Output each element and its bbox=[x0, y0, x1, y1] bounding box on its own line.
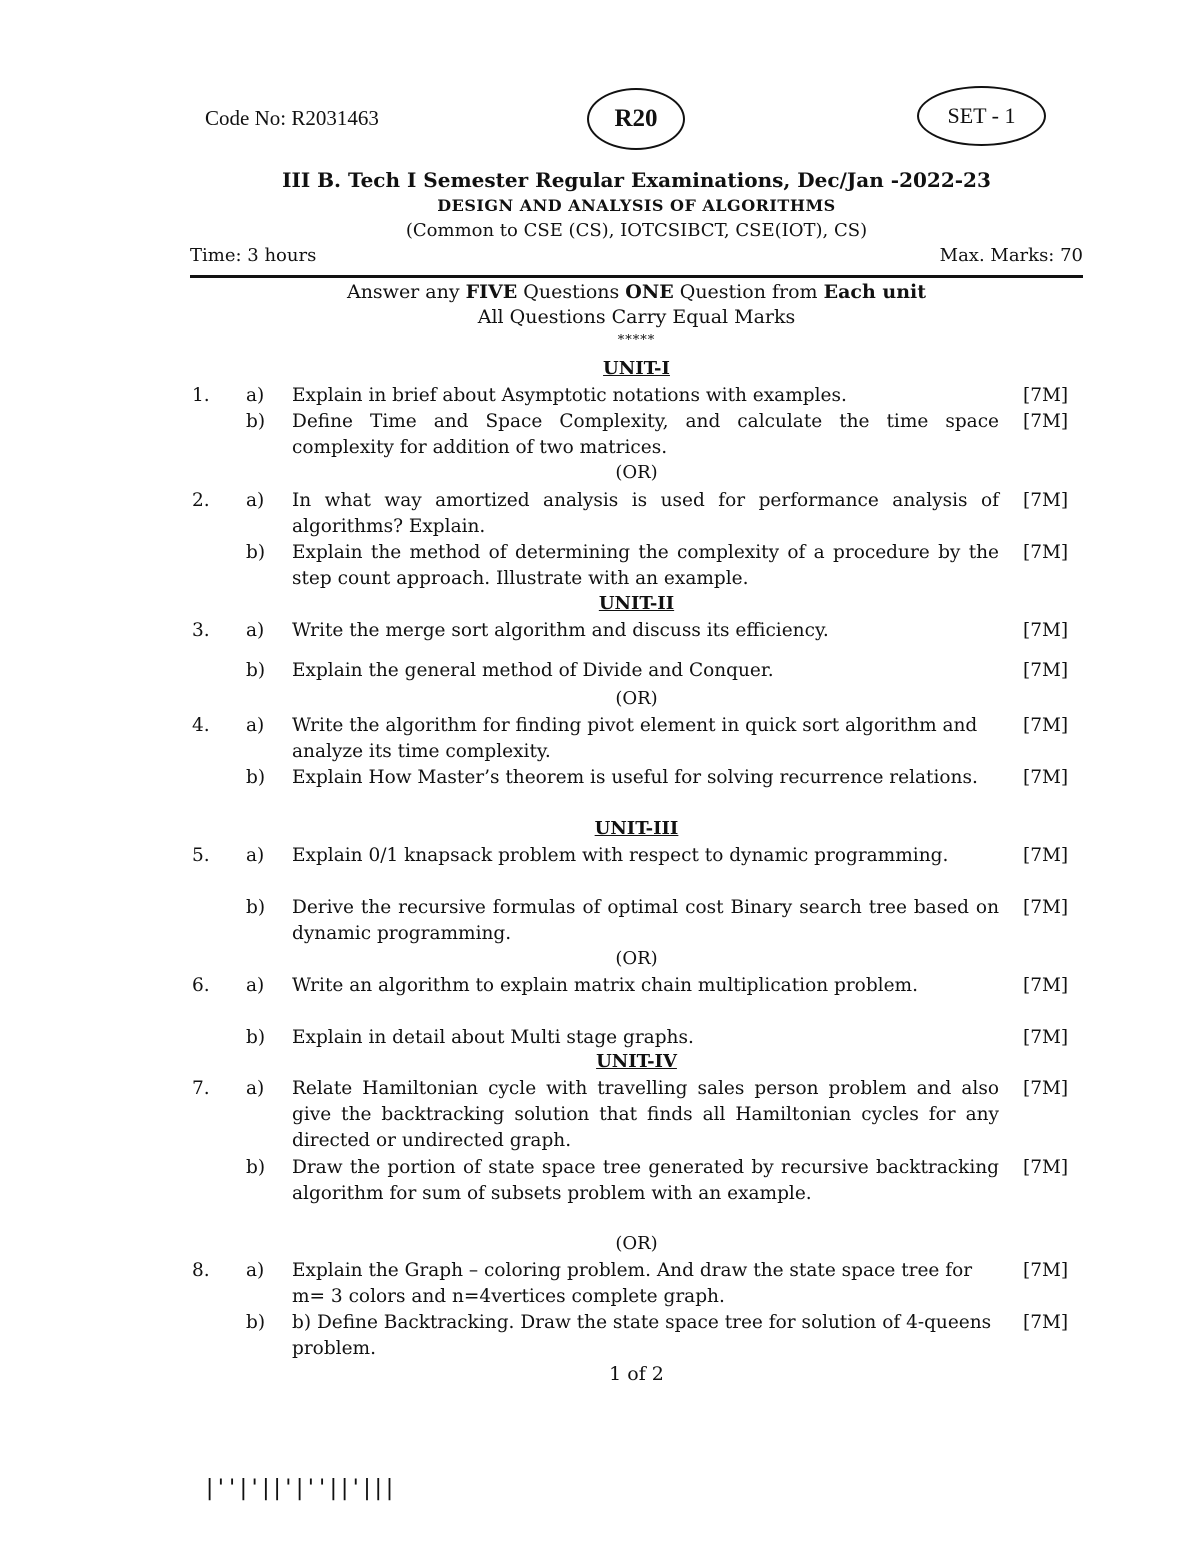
part-label: a) bbox=[246, 975, 265, 996]
part-label: a) bbox=[246, 620, 265, 641]
common-to: (Common to CSE (CS), IOTCSIBCT, CSE(IOT), CS) bbox=[405, 220, 868, 241]
unit-heading: UNIT-IV bbox=[596, 1051, 677, 1072]
instr-five: FIVE bbox=[465, 281, 518, 303]
marks: [7M] bbox=[1023, 620, 1069, 641]
question-number: 2. bbox=[192, 490, 210, 511]
question-text: Relate Hamiltonian cycle with travelling sales person problem and also give the backtracking solution that finds all Hamiltonian cycles for any directed or undirected graph. bbox=[292, 1078, 999, 1151]
question-number: 4. bbox=[192, 715, 210, 736]
or-separator: (OR) bbox=[615, 1233, 658, 1254]
separator-stars: ***** bbox=[617, 333, 656, 348]
marks: [7M] bbox=[1023, 715, 1069, 736]
marks: [7M] bbox=[1023, 975, 1069, 996]
question-number: 3. bbox=[192, 620, 210, 641]
unit-heading: UNIT-I bbox=[603, 358, 670, 379]
part-label: a) bbox=[246, 715, 265, 736]
marks: [7M] bbox=[1023, 542, 1069, 563]
question-text: Explain the general method of Divide and Conquer. bbox=[292, 660, 774, 681]
question-text: Explain in brief about Asymptotic notations with examples. bbox=[292, 385, 847, 406]
part-label: b) bbox=[246, 411, 266, 432]
question-number: 8. bbox=[192, 1260, 210, 1281]
question-text: Explain the method of determining the complexity of a procedure by the step count approach. Illustrate with an example. bbox=[292, 542, 999, 589]
instr-one: ONE bbox=[625, 281, 674, 303]
question-text: Write the merge sort algorithm and discuss its efficiency. bbox=[292, 620, 829, 641]
marks: [7M] bbox=[1023, 660, 1069, 681]
instr-each-unit: Each unit bbox=[823, 281, 927, 303]
marks: [7M] bbox=[1023, 411, 1069, 432]
question-number: 1. bbox=[192, 385, 210, 406]
instr-pre: Answer any bbox=[346, 281, 466, 303]
marks: [7M] bbox=[1023, 1027, 1069, 1048]
code-number: Code No: R2031463 bbox=[205, 106, 379, 130]
subject-title: DESIGN AND ANALYSIS OF ALGORITHMS bbox=[437, 196, 836, 215]
set-badge: SET - 1 bbox=[917, 86, 1046, 146]
page-number: 1 of 2 bbox=[609, 1363, 664, 1385]
marks: [7M] bbox=[1023, 1260, 1069, 1281]
instr-mid2: Question from bbox=[673, 281, 824, 303]
exam-title: III B. Tech I Semester Regular Examinations, Dec/Jan -2022-23 bbox=[282, 168, 991, 192]
part-label: b) bbox=[246, 660, 266, 681]
or-separator: (OR) bbox=[615, 688, 658, 709]
barcode: |''|'||'|''||'||| bbox=[203, 1476, 395, 1501]
question-text: Explain How Master’s theorem is useful for solving recurrence relations. bbox=[292, 767, 978, 788]
or-separator: (OR) bbox=[615, 948, 658, 969]
unit-heading: UNIT-III bbox=[594, 818, 679, 839]
instr-mid1: Questions bbox=[517, 281, 626, 303]
marks: [7M] bbox=[1023, 767, 1069, 788]
question-text: Explain 0/1 knapsack problem with respect to dynamic programming. bbox=[292, 845, 949, 866]
marks: [7M] bbox=[1023, 385, 1069, 406]
question-text: In what way amortized analysis is used for performance analysis of algorithms? Explain. bbox=[292, 490, 999, 537]
question-number: 7. bbox=[192, 1078, 210, 1099]
question-text: Explain the Graph – coloring problem. And draw the state space tree for m= 3 colors and n=4vertices complete graph. bbox=[292, 1260, 973, 1307]
marks: [7M] bbox=[1023, 490, 1069, 511]
part-label: a) bbox=[246, 845, 265, 866]
or-separator: (OR) bbox=[615, 462, 658, 483]
equal-marks-note: All Questions Carry Equal Marks bbox=[477, 306, 796, 328]
marks: [7M] bbox=[1023, 1312, 1069, 1333]
regulation-badge: R20 bbox=[587, 88, 685, 150]
question-text: Write an algorithm to explain matrix chain multiplication problem. bbox=[292, 975, 918, 996]
part-label: a) bbox=[246, 490, 265, 511]
question-text: Derive the recursive formulas of optimal cost Binary search tree based on dynamic programming. bbox=[292, 897, 999, 944]
part-label: a) bbox=[246, 1078, 265, 1099]
part-label: a) bbox=[246, 385, 265, 406]
question-text: b) Define Backtracking. Draw the state space tree for solution of 4-queens problem. bbox=[292, 1312, 992, 1359]
part-label: b) bbox=[246, 542, 266, 563]
marks: [7M] bbox=[1023, 1157, 1069, 1178]
part-label: b) bbox=[246, 897, 266, 918]
part-label: b) bbox=[246, 1157, 266, 1178]
question-number: 6. bbox=[192, 975, 210, 996]
unit-heading: UNIT-II bbox=[598, 593, 675, 614]
marks: [7M] bbox=[1023, 1078, 1069, 1099]
marks: [7M] bbox=[1023, 845, 1069, 866]
part-label: b) bbox=[246, 767, 266, 788]
question-text: Explain in detail about Multi stage graphs. bbox=[292, 1027, 694, 1048]
part-label: b) bbox=[246, 1312, 266, 1333]
question-text: Draw the portion of state space tree generated by recursive backtracking algorithm for sum of subsets problem with an example. bbox=[292, 1157, 999, 1204]
question-text: Write the algorithm for finding pivot element in quick sort algorithm and analyze its time complexity. bbox=[292, 715, 978, 762]
part-label: a) bbox=[246, 1260, 265, 1281]
time-allowed: Time: 3 hours bbox=[190, 245, 317, 266]
question-text: Define Time and Space Complexity, and calculate the time space complexity for addition of two matrices. bbox=[292, 411, 999, 458]
max-marks: Max. Marks: 70 bbox=[939, 245, 1083, 266]
instructions bbox=[190, 281, 1083, 303]
header-divider bbox=[190, 275, 1083, 278]
question-number: 5. bbox=[192, 845, 210, 866]
part-label: b) bbox=[246, 1027, 266, 1048]
marks: [7M] bbox=[1023, 897, 1069, 918]
